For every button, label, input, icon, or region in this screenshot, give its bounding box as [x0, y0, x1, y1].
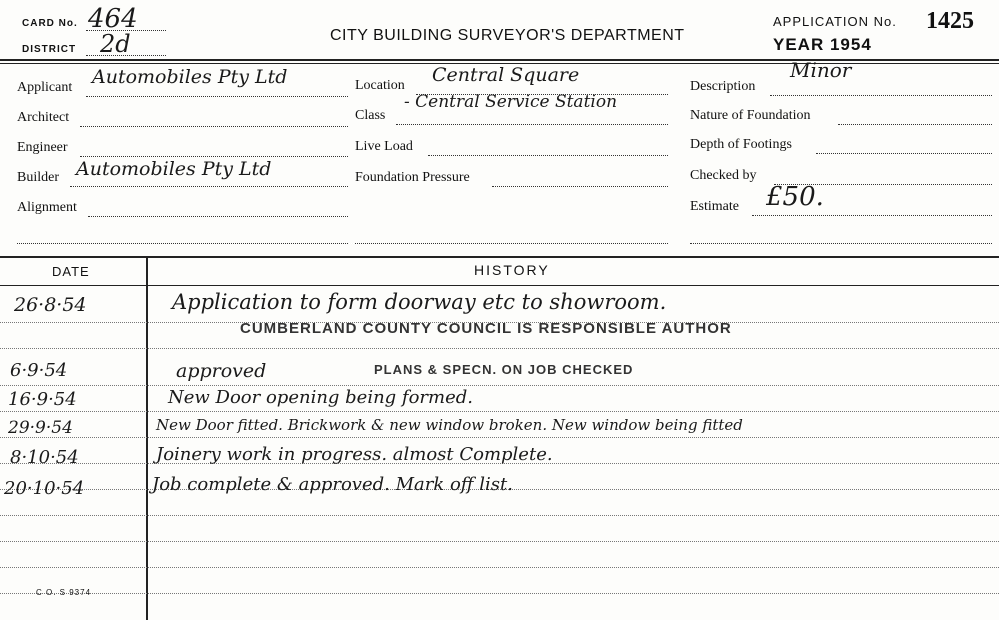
description-label: Description [690, 79, 756, 94]
history-date: 16·9·54 [8, 389, 77, 410]
description-value: Minor [790, 58, 852, 82]
council-stamp: CUMBERLAND COUNTY COUNCIL IS RESPONSIBLE AUTHOR [240, 320, 732, 337]
history-date: 29·9·54 [8, 418, 73, 438]
architect-label: Architect [17, 110, 70, 125]
plans-stamp: PLANS & SPECN. ON JOB CHECKED [374, 362, 634, 377]
builder-label: Builder [17, 170, 59, 185]
history-date: 6·9·54 [10, 360, 68, 381]
application-no-label: APPLICATION No. [773, 14, 897, 29]
alignment-label: Alignment [17, 200, 77, 215]
district-value: 2d [100, 30, 131, 58]
nature-of-foundation-label: Nature of Foundation [690, 108, 811, 123]
history-header: HISTORY [474, 262, 550, 278]
print-code: C O. S 9374 [36, 588, 92, 597]
card-no-label: CARD No. [22, 18, 78, 29]
engineer-label: Engineer [17, 140, 68, 155]
applicant-value: Automobiles Pty Ltd [92, 66, 288, 88]
applicant-label: Applicant [17, 80, 73, 95]
location-label: Location [355, 78, 405, 93]
class-label: Class [355, 108, 386, 123]
estimate-value: £50. [766, 182, 824, 212]
history-text: Job complete & approved. Mark off list. [152, 474, 513, 495]
history-text: approved [176, 360, 267, 382]
application-no-value: 1425 [926, 8, 974, 34]
history-date: 8·10·54 [10, 447, 79, 468]
district-label: DISTRICT [22, 44, 77, 55]
card-no-value: 464 [88, 4, 138, 34]
year-label: YEAR 1954 [773, 35, 872, 54]
location-value: Central Square [432, 64, 580, 86]
history-text: Application to form doorway etc to showroom. [172, 290, 667, 314]
history-date: 20·10·54 [4, 478, 85, 499]
foundation-pressure-label: Foundation Pressure [355, 170, 470, 185]
date-header: DATE [52, 264, 90, 279]
history-date: 26·8·54 [14, 294, 87, 316]
class-value: - Central Service Station [404, 92, 618, 112]
history-text: New Door fitted. Brickwork & new window broken. New window being fitted [156, 416, 743, 434]
depth-of-footings-label: Depth of Footings [690, 137, 792, 152]
checked-by-label: Checked by [690, 168, 757, 183]
builder-value: Automobiles Pty Ltd [76, 158, 272, 180]
history-text: New Door opening being formed. [168, 387, 473, 408]
live-load-label: Live Load [355, 139, 413, 154]
department-title: CITY BUILDING SURVEYOR'S DEPARTMENT [330, 27, 685, 44]
estimate-label: Estimate [690, 199, 739, 214]
history-text: Joinery work in progress. almost Complete. [156, 444, 553, 465]
